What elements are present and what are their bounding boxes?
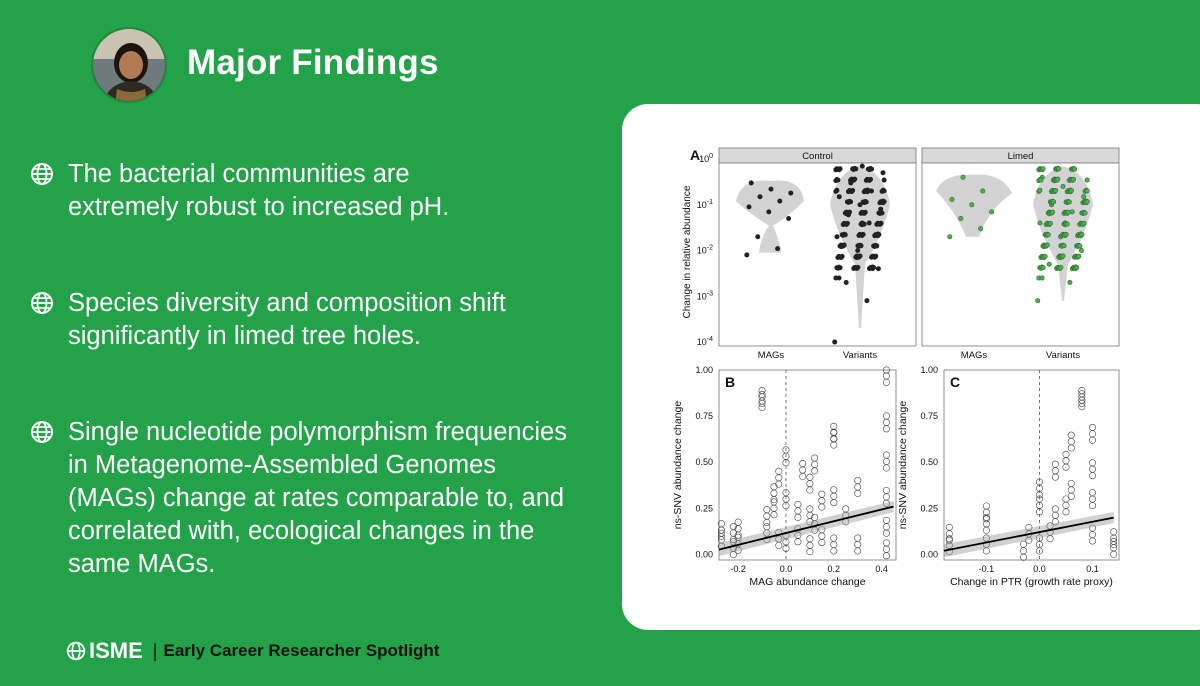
data-point xyxy=(1059,265,1063,269)
data-point xyxy=(862,222,866,226)
data-point xyxy=(756,235,760,239)
x-tick-label: 0.1 xyxy=(1086,564,1099,574)
y-tick-label: $10^{-2}$ xyxy=(696,244,713,256)
data-point xyxy=(837,276,841,280)
data-point xyxy=(961,175,965,179)
y-tick-label: 0.00 xyxy=(920,549,938,560)
brand-name: ISME xyxy=(89,638,143,663)
data-point xyxy=(868,177,872,181)
data-point xyxy=(836,178,840,182)
data-point xyxy=(1039,178,1043,182)
data-point xyxy=(854,167,858,171)
data-point xyxy=(842,243,846,247)
y-tick-label: 0.25 xyxy=(920,503,938,514)
panel-label-a: A xyxy=(689,147,701,163)
data-point xyxy=(844,280,848,284)
data-point xyxy=(745,253,749,257)
data-point xyxy=(875,244,879,248)
data-point xyxy=(1083,211,1087,215)
data-point xyxy=(1085,199,1089,203)
researcher-photo xyxy=(93,29,167,103)
x-tick-label: -0.2 xyxy=(730,564,746,574)
data-point xyxy=(970,203,974,207)
data-point xyxy=(981,189,985,193)
finding-text: Species diversity and composition shift significantly in limed tree holes. xyxy=(68,289,506,350)
data-point xyxy=(1043,254,1047,258)
data-point xyxy=(1085,189,1089,193)
data-point xyxy=(959,216,963,220)
footer xyxy=(66,638,439,664)
data-point xyxy=(856,265,860,269)
data-point xyxy=(1051,200,1055,204)
y-tick-label: 0.75 xyxy=(695,411,713,422)
data-point xyxy=(989,210,993,214)
y-tick-label: $10^{-1}$ xyxy=(696,198,713,210)
data-point xyxy=(1069,188,1073,192)
data-point xyxy=(871,265,875,269)
data-point xyxy=(948,235,952,239)
data-point xyxy=(1050,210,1054,214)
data-point xyxy=(881,171,885,175)
x-tick-label: MAGs xyxy=(960,350,988,361)
data-point xyxy=(950,197,954,201)
finding-item xyxy=(30,287,528,353)
data-point xyxy=(789,191,793,195)
data-point xyxy=(1074,265,1078,269)
data-point xyxy=(758,194,762,198)
panel-label-b: B xyxy=(724,374,736,390)
data-point xyxy=(1057,167,1061,171)
data-point xyxy=(853,177,857,181)
data-point xyxy=(1068,280,1072,284)
data-point xyxy=(835,235,839,239)
data-point xyxy=(778,199,782,203)
data-point xyxy=(749,181,753,185)
data-point xyxy=(1040,276,1044,280)
data-point xyxy=(840,254,844,258)
data-point xyxy=(869,167,873,171)
x-tick-label: 0.0 xyxy=(779,564,793,574)
data-point xyxy=(838,266,842,270)
footer-tagline: Early Career Researcher Spotlight xyxy=(163,641,440,660)
y-tick-label: 0.75 xyxy=(920,411,938,422)
data-point xyxy=(775,246,779,250)
data-point xyxy=(1041,166,1045,170)
data-point xyxy=(1036,298,1040,302)
panel-label-c: C xyxy=(949,374,961,390)
x-tick-label: 0.0 xyxy=(1033,564,1046,574)
data-point xyxy=(1085,178,1089,182)
data-point xyxy=(1045,243,1049,247)
data-point xyxy=(1046,233,1050,237)
y-axis-label-a: Change in relative abundance xyxy=(682,185,693,319)
data-point xyxy=(880,211,884,215)
data-point xyxy=(1067,200,1071,204)
globe-icon xyxy=(30,291,54,315)
y-tick-label: 0.25 xyxy=(695,503,713,514)
data-point xyxy=(863,210,867,214)
data-point xyxy=(850,188,854,192)
data-point xyxy=(866,188,870,192)
y-tick-label: 0.00 xyxy=(695,549,713,560)
data-point xyxy=(1061,184,1065,188)
x-tick-label: Variants xyxy=(842,350,878,361)
data-point xyxy=(1038,221,1042,225)
data-point xyxy=(864,200,868,204)
data-point xyxy=(845,221,849,225)
figure-svg xyxy=(622,104,1200,630)
footer-separator: | xyxy=(152,640,158,661)
finding-item xyxy=(30,158,498,224)
data-point xyxy=(1041,266,1045,270)
data-point xyxy=(833,340,837,344)
y-tick-label: 1.00 xyxy=(695,365,713,375)
y-tick-label: 0.50 xyxy=(920,457,938,468)
data-point xyxy=(843,233,847,237)
data-point xyxy=(769,187,773,191)
data-point xyxy=(1061,254,1065,258)
y-axis-label: ns-SNV abundance change xyxy=(672,400,684,530)
data-point xyxy=(786,216,790,220)
finding-text: The bacterial communities are extremely robust to increased pH. xyxy=(68,160,450,221)
y-tick-label: $10^0$ xyxy=(699,153,713,164)
data-point xyxy=(1038,188,1042,192)
y-tick-label: $10^{-4}$ xyxy=(696,336,713,347)
data-point xyxy=(1053,188,1057,192)
y-tick-label: 1.00 xyxy=(920,365,938,375)
finding-item xyxy=(30,416,573,581)
data-point xyxy=(859,244,863,248)
data-point xyxy=(837,194,841,198)
data-point xyxy=(1062,244,1066,248)
data-point xyxy=(1048,221,1052,225)
x-tick-label: -0.1 xyxy=(978,564,995,574)
data-point xyxy=(877,232,881,236)
x-tick-label: 0.2 xyxy=(827,564,841,574)
finding-text: Single nucleotide polymorphism frequencies in Metagenome-Assembled Genomes (MAGs) change at rates comparable to, and correlated with, ecological changes in the same MAGs. xyxy=(68,418,567,578)
x-axis-label: Change in PTR (growth rate proxy) xyxy=(950,576,1113,588)
data-point xyxy=(1080,232,1084,236)
data-point xyxy=(1071,177,1075,181)
globe-icon xyxy=(30,420,54,444)
data-point xyxy=(1066,210,1070,214)
data-point xyxy=(876,267,880,271)
data-point xyxy=(1047,262,1051,266)
y-tick-label: $10^{-3}$ xyxy=(696,290,713,302)
globe-icon xyxy=(30,162,54,186)
data-point xyxy=(835,188,839,192)
data-point xyxy=(1082,221,1086,225)
data-point xyxy=(1056,177,1060,181)
data-point xyxy=(856,248,860,252)
data-point xyxy=(1065,222,1069,226)
data-point xyxy=(861,232,865,236)
data-point xyxy=(882,189,886,193)
figure-panel xyxy=(622,104,1200,630)
data-point xyxy=(882,178,886,182)
data-point xyxy=(1064,232,1068,236)
data-point xyxy=(747,205,751,209)
y-tick-label: 0.50 xyxy=(695,457,713,468)
data-point xyxy=(978,226,982,230)
data-point xyxy=(860,164,864,168)
x-tick-label: Variants xyxy=(1045,350,1081,361)
data-point xyxy=(867,221,871,225)
data-point xyxy=(874,254,878,258)
x-tick-label: MAGs xyxy=(757,350,785,361)
data-point xyxy=(1082,194,1086,198)
data-point xyxy=(1079,248,1083,252)
data-point xyxy=(847,210,851,214)
isme-logo xyxy=(66,638,143,664)
data-point xyxy=(1077,254,1081,258)
data-point xyxy=(879,221,883,225)
facet-label: Limed xyxy=(1007,151,1034,162)
data-point xyxy=(865,298,869,302)
x-axis-label: MAG abundance change xyxy=(749,576,866,588)
data-point xyxy=(1072,167,1076,171)
data-point xyxy=(1078,244,1082,248)
facet-label: Control xyxy=(802,151,833,162)
avatar xyxy=(91,27,167,103)
data-point xyxy=(858,254,862,258)
data-point xyxy=(767,210,771,214)
globe-icon xyxy=(66,641,86,661)
page-title: Major Findings xyxy=(187,43,439,82)
data-point xyxy=(882,199,886,203)
y-axis-label: ns-SNV abundance change xyxy=(897,400,909,530)
data-point xyxy=(838,166,842,170)
data-point xyxy=(848,200,852,204)
x-tick-label: 0.4 xyxy=(875,564,888,574)
